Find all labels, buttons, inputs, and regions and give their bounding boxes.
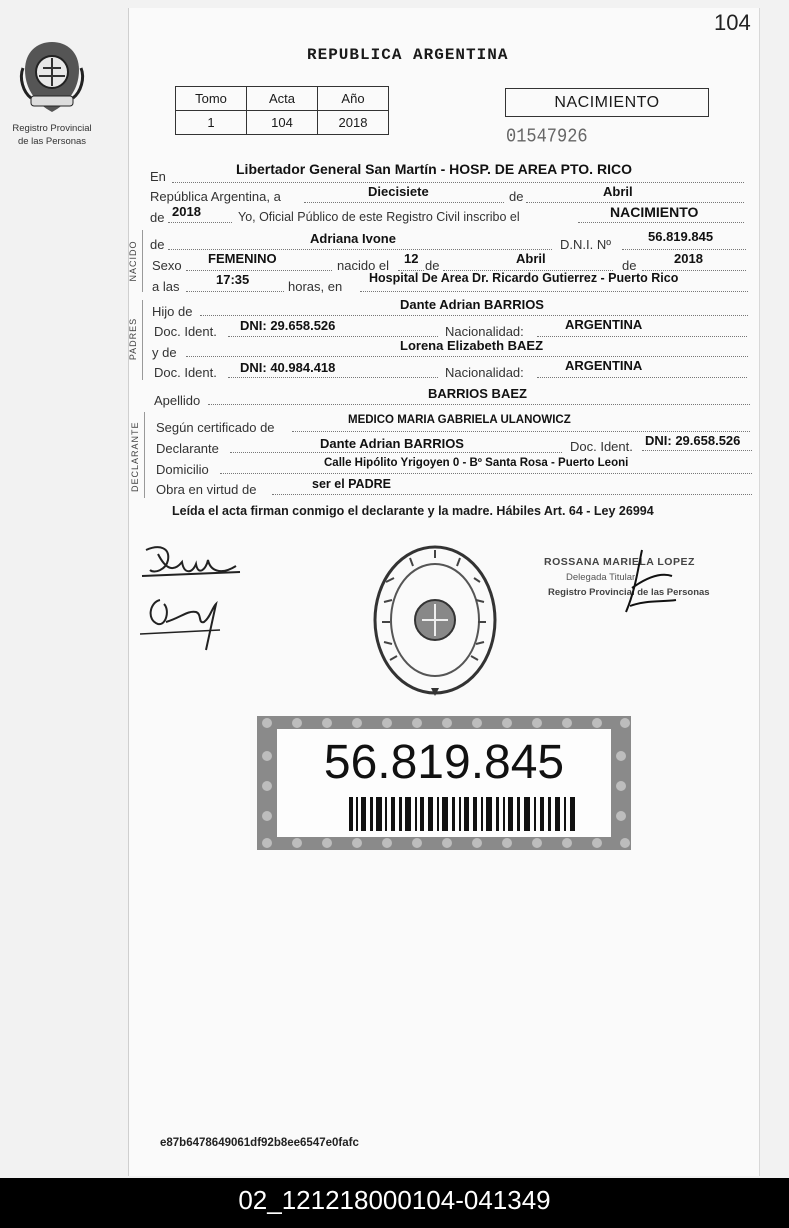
birth-time-value: 17:35 (216, 272, 250, 287)
sexo-value: FEMENINO (208, 251, 277, 266)
act-type-box: NACIMIENTO (505, 88, 709, 117)
dotted-line (200, 315, 748, 316)
registry-logo (6, 38, 98, 147)
certificado-label: Según certificado de (156, 420, 275, 435)
dni-label: D.N.I. Nº (560, 237, 611, 252)
value-anio: 2018 (318, 111, 389, 135)
doc-ident-label: Doc. Ident. (154, 324, 217, 339)
signature-official-icon (612, 548, 682, 618)
official-seal-icon (370, 542, 500, 702)
dotted-line (304, 202, 504, 203)
doc-ident-label: Doc. Ident. (154, 365, 217, 380)
de-label: de (622, 258, 637, 273)
en-label: En (150, 169, 166, 184)
dotted-line (208, 404, 750, 405)
dotted-line (526, 202, 744, 203)
signature-declarante-icon (140, 540, 250, 655)
dotted-line (168, 222, 232, 223)
nacido-de-label: de (150, 237, 165, 252)
header-anio: Año (318, 87, 389, 111)
month-value: Abril (603, 184, 633, 199)
father-name-value: Dante Adrian BARRIOS (400, 297, 544, 312)
doc-ident-label: Doc. Ident. (570, 439, 633, 454)
day-words-value: Diecisiete (368, 184, 429, 199)
apellido-label: Apellido (154, 393, 201, 408)
value-acta: 104 (247, 111, 318, 135)
father-doc-value: DNI: 29.658.526 (240, 318, 336, 333)
document-title: REPUBLICA ARGENTINA (307, 46, 509, 64)
sexo-label: Sexo (152, 258, 182, 273)
header-acta: Acta (247, 87, 318, 111)
dotted-line (172, 182, 744, 183)
child-dni-value: 56.819.845 (648, 229, 714, 244)
dotted-line (220, 473, 752, 474)
declarante-section-label: DECLARANTE (130, 421, 140, 492)
year-value: 2018 (172, 204, 201, 219)
a-las-label: a las (152, 279, 180, 294)
nacido-el-label: nacido el (337, 258, 390, 273)
dotted-line (272, 494, 752, 495)
crest-icon (17, 38, 87, 116)
de2-label: de (150, 210, 165, 225)
dotted-line (360, 291, 748, 292)
dotted-line (186, 356, 748, 357)
birth-year-value: 2018 (674, 251, 703, 266)
act-inscribed-value: NACIMIENTO (610, 204, 699, 220)
page-number: 104 (714, 10, 751, 35)
dotted-line (537, 377, 747, 378)
document-hash: e87b6478649061df92b8ee6547e0fafc (160, 1137, 359, 1149)
closing-statement: Leída el acta firman conmigo el declarante y la madre. Hábiles Art. 64 - Ley 26994 (172, 504, 654, 518)
domicilio-value: Calle Hipólito Yrigoyen 0 - Bº Santa Rosa - Puerto Leoni (324, 457, 629, 469)
child-name-value: Adriana Ivone (310, 231, 396, 246)
footer-code-bar: 02_121218000104-041349 (0, 1178, 789, 1228)
de-label: de (509, 189, 524, 204)
mother-name-value: Lorena Elizabeth BAEZ (400, 338, 544, 353)
birth-month-value: Abril (516, 251, 546, 266)
declarante-label: Declarante (156, 441, 219, 456)
sticker-white-area (277, 729, 611, 837)
dotted-line (642, 450, 752, 451)
dotted-line (228, 336, 438, 337)
y-de-label: y de (152, 345, 177, 360)
declarante-value: Dante Adrian BARRIOS (320, 436, 464, 451)
nacido-section-label: NACIDO (128, 240, 138, 282)
logo-caption-1: Registro Provincial (12, 123, 92, 134)
hijo-de-label: Hijo de (152, 304, 193, 319)
mother-nationality-value: ARGENTINA (565, 358, 643, 373)
official-office: Registro Provincial de las Personas (548, 587, 710, 598)
dni-label-sticker (257, 716, 631, 850)
serial-number: 01547926 (506, 126, 588, 149)
dotted-line (228, 377, 438, 378)
dotted-line (186, 270, 332, 271)
official-name: ROSSANA MARIELA LOPEZ (544, 556, 695, 568)
obra-label: Obra en virtud de (156, 482, 257, 497)
barcode-icon (349, 797, 575, 831)
dotted-line (186, 291, 284, 292)
value-tomo: 1 (176, 111, 247, 135)
dotted-line (537, 336, 747, 337)
logo-caption-2: de las Personas (17, 136, 87, 147)
dotted-line (230, 452, 562, 453)
obra-value: ser el PADRE (312, 477, 391, 491)
father-nationality-value: ARGENTINA (565, 317, 643, 332)
domicilio-label: Domicilio (156, 462, 209, 477)
declarante-doc-value: DNI: 29.658.526 (645, 433, 741, 448)
birth-place-value: Hospital De Area Dr. Ricardo Gutierrez - Puerto Rico (369, 271, 679, 285)
padres-section-label: PADRES (128, 317, 138, 361)
place-value: Libertador General San Martín - HOSP. DE AREA PTO. RICO (236, 161, 632, 177)
horas-label: horas, en (288, 279, 343, 294)
section-divider (142, 230, 143, 292)
dotted-line (622, 249, 746, 250)
mother-doc-value: DNI: 40.984.418 (240, 360, 336, 375)
official-role: Delegada Titular (566, 572, 636, 583)
section-divider (144, 412, 145, 498)
dotted-line (168, 249, 552, 250)
oficial-label: Yo, Oficial Público de este Registro Civil inscribo el (238, 210, 520, 224)
dotted-line (292, 431, 750, 432)
dotted-line (578, 222, 744, 223)
registry-table (175, 86, 389, 135)
section-divider (142, 300, 143, 380)
nacionalidad-label: Nacionalidad: (445, 324, 524, 339)
header-tomo: Tomo (176, 87, 247, 111)
apellido-value: BARRIOS BAEZ (428, 386, 527, 401)
republica-label: República Argentina, a (150, 189, 281, 204)
birth-day-value: 12 (404, 251, 419, 266)
nacionalidad-label: Nacionalidad: (445, 365, 524, 380)
certificate-value: MEDICO MARIA GABRIELA ULANOWICZ (348, 414, 571, 426)
de-label: de (425, 258, 440, 273)
sticker-dni-number: 56.819.845 (323, 736, 565, 789)
